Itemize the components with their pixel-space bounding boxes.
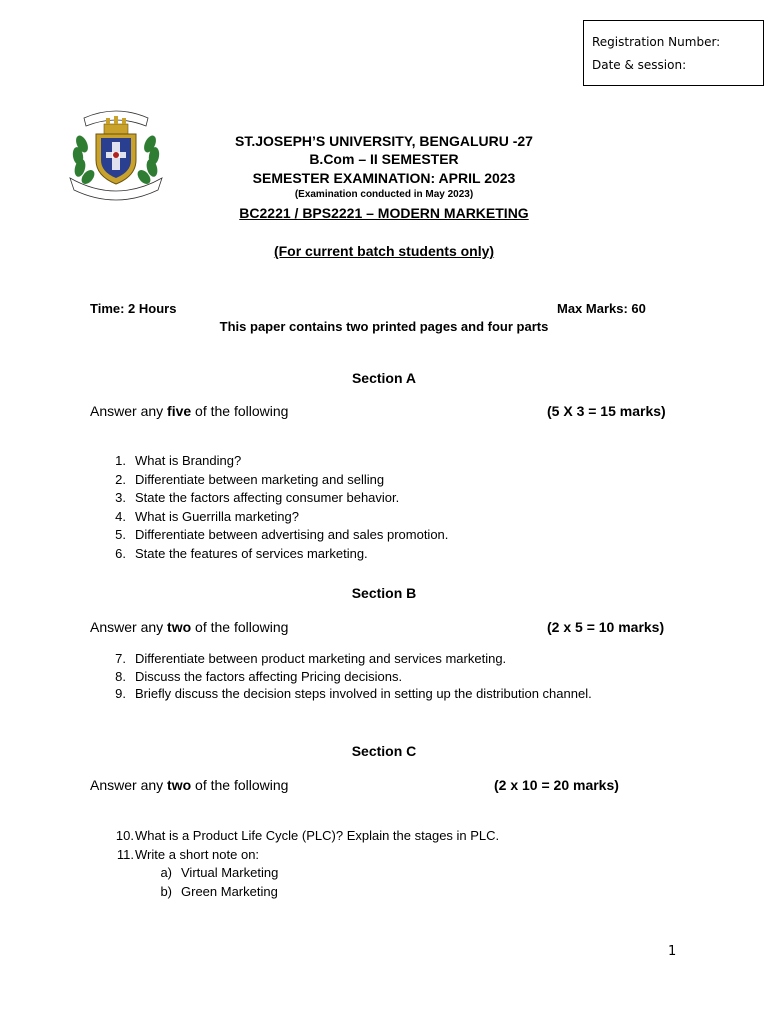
course-title: BC2221 / BPS2221 – MODERN MARKETING [239,205,529,221]
batch-note: (For current batch students only) [273,243,495,259]
section-a-instruction: Answer any five of the following [90,403,289,419]
section-a-marks: (5 X 3 = 15 marks) [547,403,666,419]
exam-title: SEMESTER EXAMINATION: APRIL 2023 [252,170,516,186]
program-name: B.Com – II SEMESTER [309,151,459,167]
section-b-instruction: Answer any two of the following [90,619,289,635]
registration-number-label: Registration Number: [592,35,721,49]
registration-box [583,20,764,86]
section-c-title: Section C [351,743,417,759]
date-session-label: Date & session: [592,58,687,72]
section-a-title: Section A [351,370,417,386]
section-b-title: Section B [351,585,417,601]
section-c-marks: (2 x 10 = 20 marks) [494,777,619,793]
section-b-marks: (2 x 5 = 10 marks) [547,619,665,635]
exam-time: Time: 2 Hours [90,301,177,316]
paper-note: This paper contains two printed pages and four parts [219,319,549,334]
exam-conducted-note: (Examination conducted in May 2023) [294,189,474,200]
max-marks: Max Marks: 60 [557,301,646,316]
university-name: ST.JOSEPH’S UNIVERSITY, BENGALURU -27 [235,133,533,149]
section-c-instruction: Answer any two of the following [90,777,289,793]
page-number: 1 [668,944,677,959]
